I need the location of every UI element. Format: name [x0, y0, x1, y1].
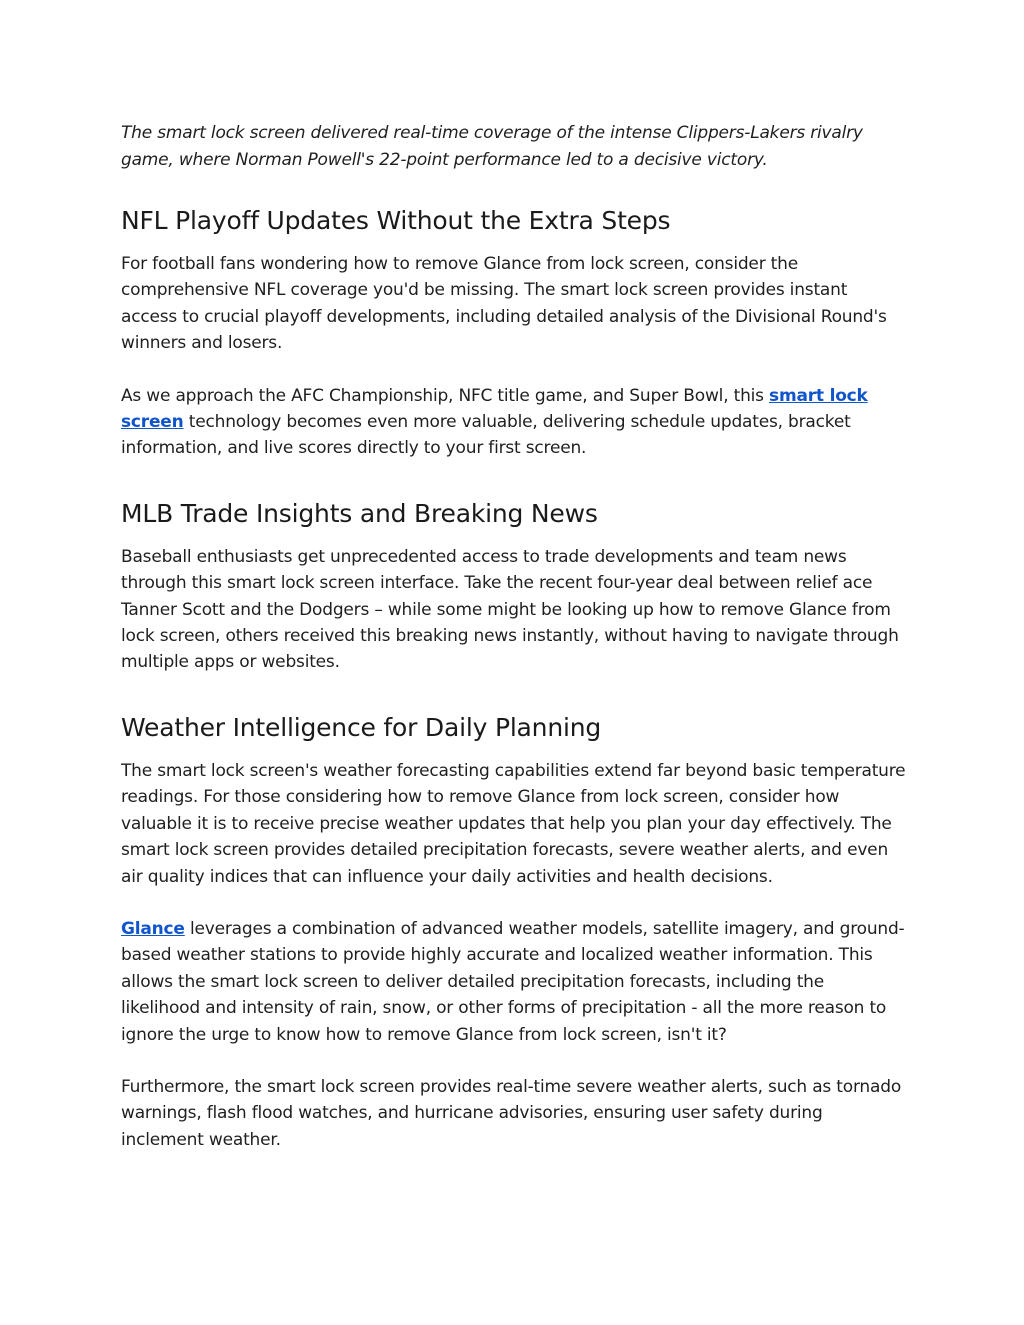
paragraph-severe-weather-alerts: Furthermore, the smart lock screen provides real-time severe weather alerts, such as tornado warnings, flash flood watches, and hurricane advisories, ensuring user safety during inclement weather. — [121, 1076, 902, 1150]
heading-mlb-trade-insights: MLB Trade Insights and Breaking News — [121, 498, 598, 528]
paragraph-text: leverages a combination of advanced weather models, satellite imagery, and ground-based weather stations to provide highly accurate and localized weather information. This allows the smart lock screen to deliver detailed precipitation forecasts, including the likelihood and intensity of rain, snow, or other forms of precipitation - all the more reason to ignore the urge to know how to remove Glance from lock screen, isn't it? — [121, 918, 905, 1045]
glance-link[interactable]: Glance — [121, 918, 185, 939]
heading-weather-intelligence: Weather Intelligence for Daily Planning — [121, 712, 602, 742]
document-page — [121, 120, 906, 1179]
paragraph-glance-weather-models — [121, 916, 906, 1048]
paragraph-text: As we approach the AFC Championship, NFC title game, and Super Bowl, this — [121, 385, 770, 406]
paragraph-text: technology becomes even more valuable, delivering schedule updates, bracket information, and live scores directly to your first screen. — [121, 412, 851, 459]
smart-lock-screen-link[interactable]: smart lock screen — [121, 385, 868, 433]
paragraph-mlb-trades: Baseball enthusiasts get unprecedented access to trade developments and team news through this smart lock screen interface. Take the recent four-year deal between relief ace Tanner Scott and the Dodgers – while some might be looking up how to remove Glance from lock screen, others received this breaking news instantly, without having to navigate through multiple apps or websites. — [121, 546, 899, 673]
paragraph-nfl-championship — [121, 383, 906, 462]
paragraph-weather-forecasting: The smart lock screen's weather forecasting capabilities extend far beyond basic temperature readings. For those considering how to remove Glance from lock screen, consider how valuable it is to receive precise weather updates that help you plan your day effectively. The smart lock screen provides detailed precipitation forecasts, severe weather alerts, and even air quality indices that can influence your daily activities and health decisions. — [121, 760, 906, 887]
heading-nfl-playoff-updates: NFL Playoff Updates Without the Extra Steps — [121, 206, 671, 235]
image-caption: The smart lock screen delivered real-time coverage of the intense Clippers-Lakers rivalry game, where Norman Powell's 22-point performance led to a decisive victory. — [121, 123, 863, 170]
paragraph-nfl-coverage: For football fans wondering how to remove Glance from lock screen, consider the comprehensive NFL coverage you'd be missing. The smart lock screen provides instant access to crucial playoff developments, including detailed analysis of the Divisional Round's winners and losers. — [121, 254, 887, 354]
